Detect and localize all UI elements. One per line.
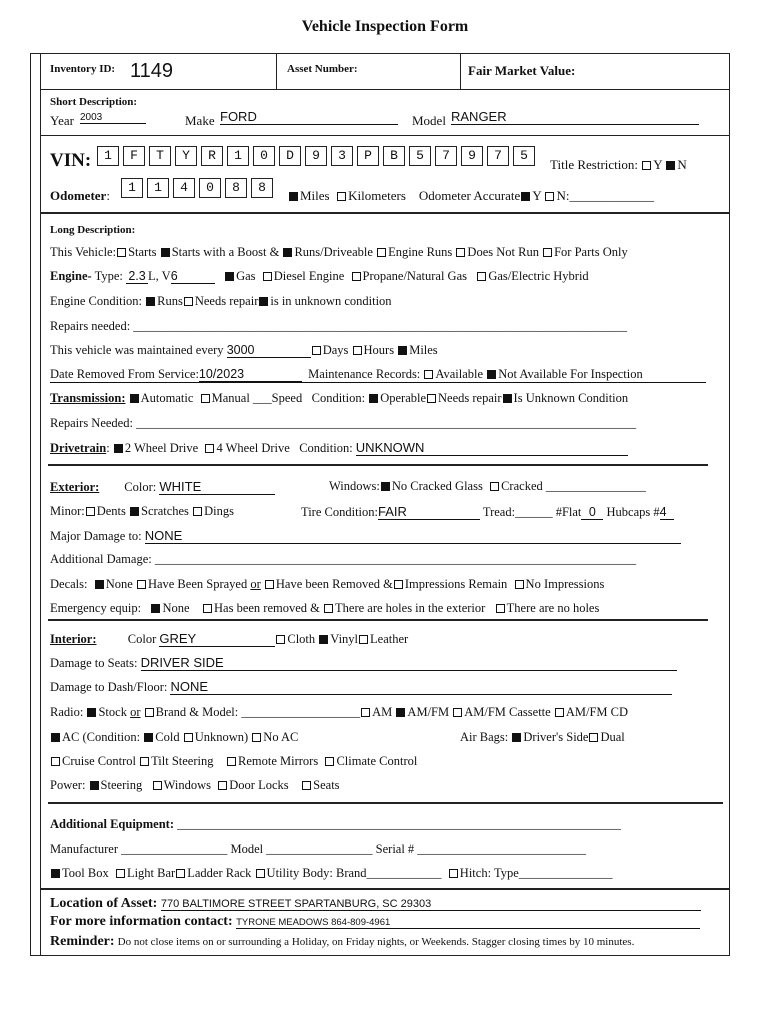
power-seats-label: Seats	[313, 778, 340, 792]
no-holes-checkbox[interactable]	[496, 604, 505, 613]
maintained-label: This vehicle was maintained every	[50, 343, 224, 357]
vin-char-box[interactable]: D	[279, 146, 301, 166]
year-field[interactable]: 2003	[80, 112, 146, 124]
vin-char-box[interactable]: F	[123, 146, 145, 166]
impressions-remain-checkbox[interactable]	[394, 580, 403, 589]
drivetrain-condition-label: Condition:	[299, 441, 353, 455]
miles-label: Miles	[300, 188, 330, 203]
odometer-digit-box[interactable]: 0	[199, 178, 221, 198]
drivetrain-label: Drivetrain	[50, 441, 107, 455]
no-cracked-label: No Cracked Glass	[391, 479, 483, 493]
tire-condition-label: Tire Condition:	[301, 505, 378, 519]
title-restriction-y-checkbox[interactable]	[642, 161, 651, 170]
propane-label: Propane/Natural Gas	[362, 269, 467, 283]
fair-market-value-label: Fair Market Value:	[468, 63, 576, 78]
vin-char-box[interactable]: Y	[175, 146, 197, 166]
engine-condition-row	[50, 294, 392, 309]
damage-dash-row	[50, 679, 672, 695]
cracked-checkbox[interactable]	[490, 482, 499, 491]
drivetrain-condition-field[interactable]: UNKNOWN	[356, 440, 628, 456]
engine-runs-label: Engine Runs	[388, 245, 453, 259]
accurate-n-checkbox[interactable]	[545, 192, 554, 201]
l-v-label: L, V	[148, 269, 171, 283]
options-row	[50, 754, 417, 769]
parts-only-label: For Parts Only	[554, 245, 628, 259]
damage-seats-field[interactable]: DRIVER SIDE	[141, 655, 677, 671]
cold-label: Cold	[155, 730, 180, 744]
not-available-label: Not Available For Inspection	[498, 367, 643, 381]
sprayed-checkbox[interactable]	[137, 580, 146, 589]
drivetrain-row: Drivetrain: 2 Wheel Drive 4 Wheel Drive Condition: UNKNOWN	[50, 440, 628, 456]
trans-needs-repair-label: Needs repair	[438, 391, 502, 405]
brand-label: Brand & Model: ___________________	[155, 705, 361, 719]
automatic-label: Automatic	[140, 391, 194, 405]
engine-runs-checkbox[interactable]	[377, 248, 386, 257]
hours-label: Hours	[363, 343, 395, 357]
manual-label: Manual ___Speed	[211, 391, 303, 405]
vin-char-box[interactable]: P	[357, 146, 379, 166]
hubcaps-label: Hubcaps #	[606, 505, 660, 519]
vin-char-box[interactable]: 3	[331, 146, 353, 166]
divider	[40, 89, 730, 90]
liters-field[interactable]: 2.3	[126, 269, 148, 284]
contact-field[interactable]: TYRONE MEADOWS 864-809-4961	[236, 917, 700, 929]
mirrors-checkbox[interactable]	[227, 757, 236, 766]
cloth-label: Cloth	[287, 632, 316, 646]
manual-checkbox[interactable]	[201, 394, 210, 403]
cassette-label: AM/FM Cassette	[464, 705, 551, 719]
hitch-checkbox[interactable]	[449, 869, 458, 878]
impressions-remain-label: Impressions Remain	[404, 577, 508, 591]
radio-row	[50, 705, 628, 720]
vin-char-box[interactable]: 1	[227, 146, 249, 166]
vin-char-box[interactable]: 9	[305, 146, 327, 166]
does-not-run-label: Does Not Run	[467, 245, 539, 259]
holes-checkbox[interactable]	[324, 604, 333, 613]
airbags-row	[460, 730, 625, 745]
days-checkbox[interactable]	[312, 346, 321, 355]
dual-checkbox[interactable]	[589, 733, 598, 742]
title-restriction-y-label: Y	[653, 157, 663, 172]
trans-needs-repair-checkbox[interactable]	[427, 394, 436, 403]
climate-label: Climate Control	[336, 754, 418, 768]
location-field[interactable]: 770 BALTIMORE STREET SPARTANBURG, SC 29303	[161, 898, 701, 911]
odometer-units	[288, 188, 654, 204]
repairs-needed-line[interactable]: Repairs needed: _______________________________________________________________________________	[50, 319, 628, 333]
exterior-color-row	[50, 479, 275, 495]
utility-label: Utility Body: Brand____________	[266, 866, 442, 880]
airbags-label: Air Bags:	[460, 730, 509, 744]
divider	[40, 135, 730, 136]
damage-dash-field[interactable]: NONE	[170, 679, 672, 695]
amfm-checkbox[interactable]	[396, 708, 405, 717]
damage-dash-label: Damage to Dash/Floor:	[50, 680, 168, 694]
odometer-label-text: Odometer	[50, 188, 107, 203]
radio-or-label: or	[130, 705, 141, 719]
ac-label: AC (Condition:	[62, 730, 141, 744]
propane-checkbox[interactable]	[352, 272, 361, 281]
mirrors-label: Remote Mirrors	[238, 754, 319, 768]
ladder-checkbox[interactable]	[176, 869, 185, 878]
parts-only-checkbox[interactable]	[543, 248, 552, 257]
contact-row	[50, 914, 700, 930]
reminder-row	[50, 934, 634, 950]
no-ac-checkbox[interactable]	[252, 733, 261, 742]
leather-label: Leather	[370, 632, 409, 646]
additional-equipment-field[interactable]: _______________________________________________________________________	[177, 817, 621, 831]
holes-label: There are holes in the exterior	[335, 601, 486, 615]
transmission-row	[50, 391, 628, 406]
power-windows-label: Windows	[163, 778, 212, 792]
transmission-condition-label: Condition:	[311, 391, 366, 405]
power-row	[50, 778, 340, 793]
ac-row	[50, 730, 298, 745]
tilt-label: Tilt Steering	[151, 754, 214, 768]
inventory-value[interactable]: 1149	[130, 60, 174, 82]
automatic-checkbox[interactable]	[130, 394, 139, 403]
cold-checkbox[interactable]	[144, 733, 153, 742]
accurate-n-label: N:_____________	[556, 188, 654, 203]
equipment-row	[50, 866, 613, 881]
trans-unknown-checkbox[interactable]	[503, 394, 512, 403]
vinyl-label: Vinyl	[330, 632, 359, 646]
divider	[40, 212, 730, 214]
emergency-label: Emergency equip:	[50, 601, 142, 615]
dings-checkbox[interactable]	[193, 507, 202, 516]
additional-damage-line[interactable]: Additional Damage: _____________________________________________________________________________	[50, 552, 637, 566]
no-impressions-label: No Impressions	[525, 577, 605, 591]
runs-driveable-label: Runs/Driveable	[294, 245, 373, 259]
divider	[40, 888, 730, 890]
title-restriction-n-label: N	[677, 157, 687, 172]
tire-condition-field[interactable]: FAIR	[378, 504, 480, 520]
this-vehicle-label: This Vehicle:	[50, 245, 117, 259]
diesel-label: Diesel Engine	[273, 269, 345, 283]
boost-checkbox[interactable]	[161, 248, 170, 257]
engine-type-label: Type:	[94, 269, 123, 283]
date-removed-row	[50, 367, 706, 383]
gas-checkbox[interactable]	[225, 272, 234, 281]
title-restriction	[550, 157, 687, 173]
power-steering-label: Steering	[100, 778, 143, 792]
sprayed-label: Have Been Sprayed	[147, 577, 248, 591]
major-damage-row	[50, 528, 681, 544]
major-damage-label: Major Damage to:	[50, 529, 142, 543]
power-windows-checkbox[interactable]	[153, 781, 162, 790]
dual-label: Dual	[600, 730, 625, 744]
no-holes-label: There are no holes	[506, 601, 600, 615]
tire-row	[301, 504, 674, 520]
tilt-checkbox[interactable]	[140, 757, 149, 766]
dents-label: Dents	[96, 504, 126, 518]
stock-checkbox[interactable]	[87, 708, 96, 717]
lightbar-label: Light Bar	[126, 866, 176, 880]
removed-label: Have been Removed &	[275, 577, 393, 591]
vin-char-box[interactable]: 7	[487, 146, 509, 166]
ac-unknown-label: Unknown)	[194, 730, 249, 744]
odometer-digit-box[interactable]: 8	[225, 178, 247, 198]
transmission-label: Transmission:	[50, 391, 126, 405]
interior-color-label: Color	[127, 632, 157, 646]
vin-char-box[interactable]: R	[201, 146, 223, 166]
exterior-color-field[interactable]: WHITE	[159, 479, 275, 495]
power-seats-checkbox[interactable]	[302, 781, 311, 790]
title-restriction-n-checkbox[interactable]	[666, 161, 675, 170]
odometer-digit-box[interactable]: 4	[173, 178, 195, 198]
minor-label: Minor:	[50, 504, 85, 518]
hitch-label: Hitch: Type_______________	[459, 866, 613, 880]
unknown-condition-checkbox[interactable]	[259, 297, 268, 306]
emergency-none-label: None	[162, 601, 190, 615]
divider	[460, 53, 461, 89]
leather-checkbox[interactable]	[359, 635, 368, 644]
cd-checkbox[interactable]	[555, 708, 564, 717]
does-not-run-checkbox[interactable]	[456, 248, 465, 257]
engine-type-row	[50, 269, 589, 284]
four-wheel-label: 4 Wheel Drive	[216, 441, 290, 455]
engine-condition-label: Engine Condition:	[50, 294, 143, 308]
emergency-row	[50, 601, 599, 616]
vin-char-box[interactable]: T	[149, 146, 171, 166]
scratches-checkbox[interactable]	[130, 507, 139, 516]
available-checkbox[interactable]	[424, 370, 433, 379]
interior-color-field[interactable]: GREY	[159, 631, 275, 647]
no-cracked-checkbox[interactable]	[381, 482, 390, 491]
contact-label: For more information contact:	[50, 914, 233, 929]
vin-label: VIN:	[50, 150, 92, 171]
not-available-checkbox[interactable]	[487, 370, 496, 379]
model-label: Model	[412, 113, 446, 128]
cylinders-field[interactable]: 6	[171, 269, 215, 284]
ac-unknown-checkbox[interactable]	[184, 733, 193, 742]
miles-maint-checkbox[interactable]	[398, 346, 407, 355]
diesel-checkbox[interactable]	[263, 272, 272, 281]
power-label: Power:	[50, 778, 86, 792]
odometer-digit-box[interactable]: 1	[121, 178, 143, 198]
long-description-label: Long Description:	[50, 224, 136, 236]
trans-repairs-needed-line[interactable]: Repairs Needed: ________________________________________________________________________________	[50, 416, 637, 430]
odometer-accurate-label: Odometer Accurate	[418, 188, 521, 203]
reminder-label: Reminder:	[50, 934, 115, 949]
unknown-condition-label: is in unknown condition	[270, 294, 392, 308]
engine-runs-cond-checkbox[interactable]	[146, 297, 155, 306]
or-label: or	[250, 577, 261, 591]
manufacturer-line[interactable]: Manufacturer _________________ Model _________________ Serial # ___________________________	[50, 842, 587, 856]
divider	[48, 802, 723, 804]
odometer-digit-box[interactable]: 1	[147, 178, 169, 198]
decals-row	[50, 577, 604, 592]
operable-checkbox[interactable]	[369, 394, 378, 403]
accurate-y-label: Y	[532, 188, 542, 203]
major-damage-field[interactable]: NONE	[145, 528, 681, 544]
decals-none-checkbox[interactable]	[95, 580, 104, 589]
maintained-field[interactable]: 3000	[227, 343, 311, 358]
title-restriction-label: Title Restriction:	[550, 157, 638, 172]
no-ac-label: No AC	[263, 730, 299, 744]
engine-label: Engine-	[50, 269, 92, 283]
hours-checkbox[interactable]	[353, 346, 362, 355]
damage-seats-label: Damage to Seats:	[50, 656, 138, 670]
ac-checkbox[interactable]	[51, 733, 60, 742]
minor-row	[50, 504, 234, 519]
lightbar-checkbox[interactable]	[116, 869, 125, 878]
exterior-label: Exterior:	[50, 480, 100, 494]
four-wheel-checkbox[interactable]	[205, 444, 214, 453]
interior-row	[50, 631, 408, 647]
location-label: Location of Asset:	[50, 896, 158, 911]
frame-inner-line	[40, 53, 41, 956]
stock-label: Stock	[98, 705, 127, 719]
model-field[interactable]: RANGER	[451, 109, 699, 125]
odometer-digit-box[interactable]: 8	[251, 178, 273, 198]
additional-equipment-row	[50, 817, 621, 832]
brand-checkbox[interactable]	[145, 708, 154, 717]
windows-row	[329, 479, 646, 494]
divider	[276, 53, 277, 89]
toolbox-label: Tool Box	[62, 866, 109, 880]
vinyl-checkbox[interactable]	[319, 635, 328, 644]
has-been-removed-checkbox[interactable]	[203, 604, 212, 613]
engine-runs-cond-label: Runs	[157, 294, 183, 308]
cruise-label: Cruise Control	[62, 754, 136, 768]
power-steering-checkbox[interactable]	[90, 781, 99, 790]
damage-seats-row	[50, 655, 677, 671]
amfm-label: AM/FM	[407, 705, 450, 719]
interior-label: Interior:	[50, 632, 97, 646]
hybrid-checkbox[interactable]	[477, 272, 486, 281]
kilometers-label: Kilometers	[348, 188, 406, 203]
gas-label: Gas	[236, 269, 256, 283]
removed-checkbox[interactable]	[265, 580, 274, 589]
cassette-checkbox[interactable]	[453, 708, 462, 717]
ladder-label: Ladder Rack	[187, 866, 252, 880]
make-field[interactable]: FORD	[220, 109, 398, 125]
divider	[48, 619, 708, 621]
maintenance-row	[50, 343, 438, 358]
starts-checkbox[interactable]	[117, 248, 126, 257]
am-label: AM	[372, 705, 393, 719]
decals-label: Decals:	[50, 577, 88, 591]
two-wheel-checkbox[interactable]	[114, 444, 123, 453]
miles-maint-label: Miles	[409, 343, 438, 357]
door-locks-label: Door Locks	[229, 778, 289, 792]
starts-label: Starts	[128, 245, 157, 259]
cd-label: AM/FM CD	[565, 705, 628, 719]
date-removed-label: Date Removed From Service:	[50, 367, 199, 381]
location-row	[50, 896, 701, 912]
operable-label: Operable	[380, 391, 427, 405]
kilometers-checkbox[interactable]	[337, 192, 346, 201]
flat-field[interactable]: 0	[581, 505, 603, 520]
hubcaps-field[interactable]: 4	[660, 505, 674, 520]
windows-label: Windows:	[329, 479, 380, 493]
am-checkbox[interactable]	[361, 708, 370, 717]
vin-char-box[interactable]: 1	[97, 146, 119, 166]
odometer-label: Odometer:	[50, 188, 110, 203]
short-description-label: Short Description:	[50, 96, 138, 108]
has-been-removed-label: Has been removed &	[214, 601, 320, 615]
boost-label: Starts with a Boost &	[171, 245, 280, 259]
vehicle-status-row	[50, 245, 628, 260]
needs-repair-checkbox[interactable]	[184, 297, 193, 306]
exterior-color-label: Color:	[124, 480, 157, 494]
scratches-label: Scratches	[141, 504, 189, 518]
toolbox-checkbox[interactable]	[51, 869, 60, 878]
utility-checkbox[interactable]	[256, 869, 265, 878]
dents-checkbox[interactable]	[86, 507, 95, 516]
runs-driveable-checkbox[interactable]	[283, 248, 292, 257]
date-removed-field[interactable]: 10/2023	[199, 367, 302, 382]
vin-char-box[interactable]: 5	[409, 146, 431, 166]
tread-label: Tread:______ #Flat	[482, 505, 582, 519]
year-label: Year	[50, 113, 74, 128]
emergency-none-checkbox[interactable]	[151, 604, 160, 613]
dings-label: Dings	[204, 504, 234, 518]
radio-label: Radio:	[50, 705, 84, 719]
trans-unknown-label: Is Unknown Condition	[513, 391, 629, 405]
inventory-label: Inventory ID:	[50, 63, 116, 75]
asset-number-label: Asset Number:	[287, 63, 358, 75]
cracked-label: Cracked ________________	[501, 479, 646, 493]
drivers-side-label: Driver's Side	[523, 730, 589, 744]
door-locks-checkbox[interactable]	[218, 781, 227, 790]
vin-char-box[interactable]: 9	[461, 146, 483, 166]
climate-checkbox[interactable]	[325, 757, 334, 766]
decals-none-label: None	[105, 577, 133, 591]
needs-repair-label: Needs repair	[194, 294, 259, 308]
miles-checkbox[interactable]	[289, 192, 298, 201]
accurate-y-checkbox[interactable]	[521, 192, 530, 201]
hybrid-label: Gas/Electric Hybrid	[488, 269, 589, 283]
vin-char-box[interactable]: B	[383, 146, 405, 166]
divider	[48, 464, 708, 466]
make-label: Make	[185, 113, 215, 128]
form-title: Vehicle Inspection Form	[301, 18, 469, 35]
no-impressions-checkbox[interactable]	[515, 580, 524, 589]
vin-char-box[interactable]: 5	[513, 146, 535, 166]
days-label: Days	[322, 343, 349, 357]
cruise-checkbox[interactable]	[51, 757, 60, 766]
available-label: Available	[435, 367, 484, 381]
reminder-text: Do not close items on or surrounding a Holiday, on Friday nights, or Weekends. Stagger closing times by 10 minutes.	[117, 936, 635, 948]
cloth-checkbox[interactable]	[276, 635, 285, 644]
drivers-side-checkbox[interactable]	[512, 733, 521, 742]
vin-char-box[interactable]: 0	[253, 146, 275, 166]
two-wheel-label: 2 Wheel Drive	[124, 441, 199, 455]
additional-equipment-label: Additional Equipment:	[50, 817, 174, 831]
vin-char-box[interactable]: 7	[435, 146, 457, 166]
maintenance-records-label: Maintenance Records:	[308, 367, 421, 381]
